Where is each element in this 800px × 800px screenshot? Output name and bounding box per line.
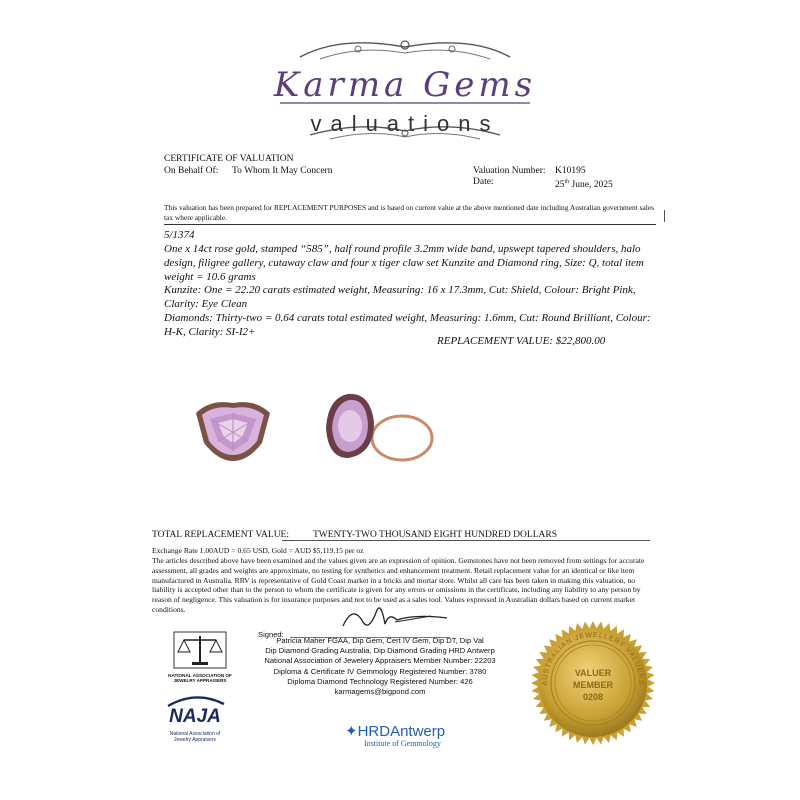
company-logo — [260, 35, 550, 135]
diamond-details: Diamonds: Thirty-two = 0.64 carats total estimated weight, Measuring: 1.6mm, Cut: Round Brilliant, Colour: H-K, Clarity: SI-I2+ — [164, 312, 651, 338]
total-underline — [282, 540, 650, 541]
naja-top-caption: NATIONAL ASSOCIATION OF JEWELRY APPRAISERS — [168, 673, 232, 684]
svg-text:AUSTRALIAN JEWELLERY VALUERS: AUSTRALIAN JEWELLERY VALUERS — [541, 631, 645, 686]
date-value: 25th June, 2025 — [555, 179, 613, 191]
certificate-title: CERTIFICATE OF VALUATION — [164, 154, 294, 164]
ring-photo-front — [190, 395, 276, 465]
date-label: Date: — [473, 177, 494, 187]
star-icon: ✦ — [345, 723, 358, 740]
svg-text:VALUER: VALUER — [574, 668, 612, 678]
behalf-label: On Behalf Of: — [164, 166, 219, 176]
svg-text:0208: 0208 — [582, 692, 604, 702]
divider-top — [164, 224, 656, 225]
handwritten-signature — [335, 602, 455, 632]
signature-email: karmagems@bigpond.com — [334, 687, 426, 697]
signature-line-3: National Association of Jewelery Appraisers Member Number: 22203 — [264, 656, 496, 666]
signature-line-5: Diploma Diamond Technology Registered Number: 426 — [287, 676, 473, 686]
total-label: TOTAL REPLACEMENT VALUE: — [152, 530, 289, 540]
purpose-note: This valuation has been prepared for REPLACEMENT PURPOSES and is based on current value at the above mentioned date including Australian government sales tax where applicable. — [164, 203, 655, 222]
replacement-value: REPLACEMENT VALUE: $22,800.00 — [437, 335, 606, 347]
item-description: One x 14ct rose gold, stamped “585”, half round profile 3.2mm wide band, upswept tapered shoulders, halo design, filigree gallery, cutaway claw and four x tiger claw set Kunzite and Diamond ring, Size: Q, total item weight = 10.6 grams — [164, 243, 644, 283]
logo-script-text: Karma Gems — [273, 65, 537, 105]
item-ref: 5/1374 — [164, 229, 195, 241]
kunzite-details: Kunzite: One = 22.20 carats estimated weight, Measuring: 16 x 17.3mm, Cut: Shield, Colour: Bright Pink, Clarity: Eye Clean — [164, 284, 636, 310]
ring-photo-side — [318, 388, 436, 466]
signed-label: Signed: — [258, 630, 284, 639]
valuation-number-label: Valuation Number: — [473, 166, 546, 176]
scales-logo — [170, 628, 230, 672]
naja-logo-text: NAJA — [169, 706, 221, 727]
logo-sub-text: valuations — [310, 111, 500, 136]
total-value: TWENTY-TWO THOUSAND EIGHT HUNDRED DOLLARS — [313, 530, 557, 540]
svg-text:MEMBER: MEMBER — [573, 680, 613, 690]
hrd-logo: ✦HRDAntwerp — [345, 723, 446, 740]
hrd-caption: Institute of Gemmology — [364, 739, 441, 748]
gold-seal — [530, 620, 656, 746]
signature-block — [250, 636, 510, 697]
signature-line-2: Dip Diamond Grading Australia, Dip Diamond Grading HRD Antwerp — [265, 646, 495, 656]
edge-mark — [664, 210, 665, 222]
exchange-rate: Exchange Rate 1.00AUD = 0.65 USD, Gold = AUD $5,119.15 per oz — [152, 546, 364, 555]
naja-caption: National Association of Jewelry Appraisers — [169, 731, 221, 743]
valuation-number-value: K10195 — [555, 166, 586, 176]
signature-line-1: Patricia Maher FGAA, Dip Gem, Cert IV Gem, Dip DT, Dip Val — [276, 636, 484, 645]
behalf-value: To Whom It May Concern — [232, 166, 333, 176]
disclaimer-text: The articles described above have been examined and the values given are an expression of opinion. Gemstones have not been removed from settings for accurate assessment, all grades and weights are approximate, no testing for synthetics and enhancement treatment. Retail replacement value for an identical or like item manufactured in Australia. RRV is representative of Gold Coast market in a bricks and mortar store. Whilst all care has been taken in making this valuation, no liability is accepted other than to the person to whom the certificate is given for any errors or omissions in the certificate, including any liability to any person by reason of negligence. This valuation is for insurance purposes and not to be used as a sales tool. Values expressed in Australian dollars based on current market conditions. — [152, 556, 645, 614]
signature-line-4: Diploma & Certificate IV Gemmology Registered Number: 3780 — [273, 666, 487, 676]
